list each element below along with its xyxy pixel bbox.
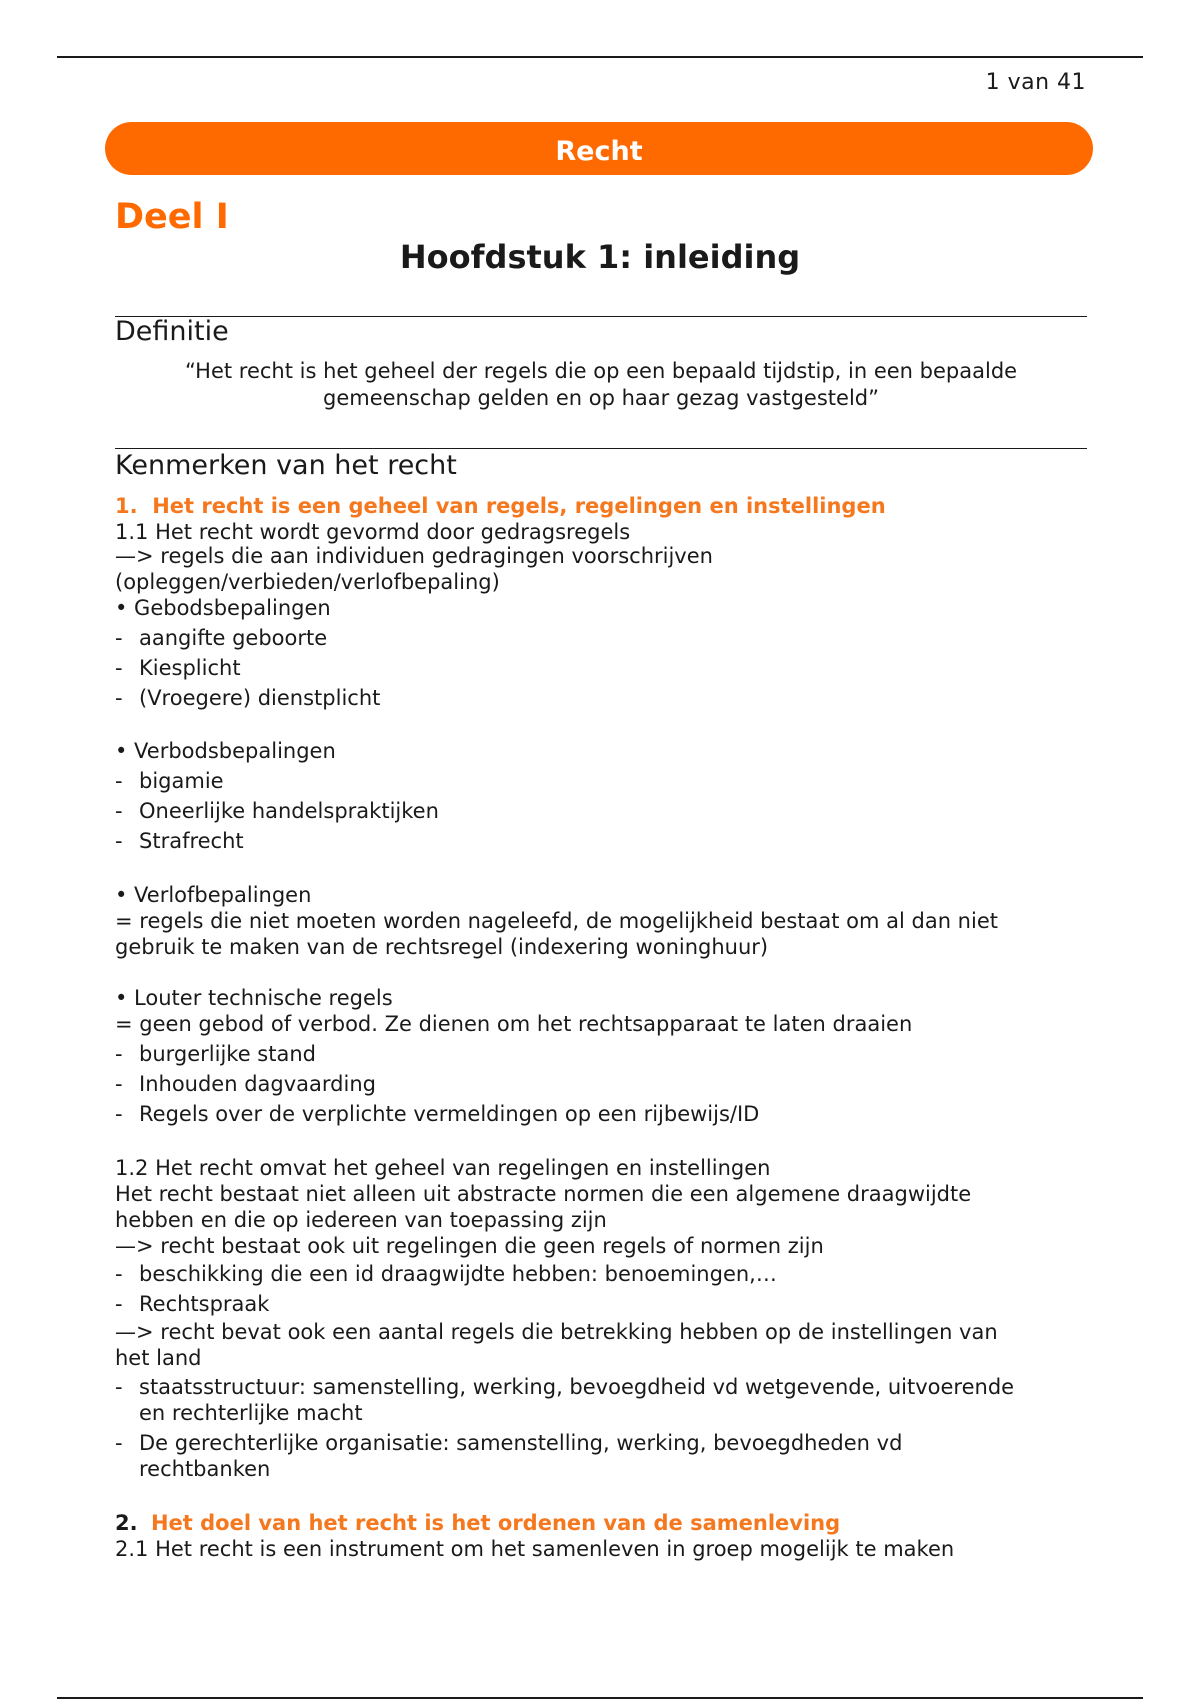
point-1-heading xyxy=(115,493,886,519)
list-item: beschikking die een id draagwijdte hebben: benoemingen,… xyxy=(139,1262,777,1286)
bullet-heading: • Gebodsbepalingen xyxy=(115,596,331,620)
list-item: (Vroegere) dienstplicht xyxy=(139,686,381,710)
dash-marker: - xyxy=(115,1431,123,1455)
top-rule xyxy=(57,56,1143,58)
dash-marker: - xyxy=(115,799,123,823)
dash-marker: - xyxy=(115,1375,123,1399)
point-title: Het doel van het recht is het ordenen van de samenleving xyxy=(150,1511,841,1535)
dash-marker: - xyxy=(115,686,123,710)
quote-line: gemeenschap gelden en op haar gezag vastgesteld” xyxy=(323,386,879,410)
text-line: —> recht bevat ook een aantal regels die betrekking hebben op de instellingen van xyxy=(115,1320,998,1344)
section-divider xyxy=(115,448,1087,449)
subsection-title: 2.1 Het recht is een instrument om het samenleven in groep mogelijk te maken xyxy=(115,1537,955,1561)
text-line: = geen gebod of verbod. Ze dienen om het rechtsapparaat te laten draaien xyxy=(115,1012,913,1036)
point-2-heading xyxy=(115,1510,840,1536)
list-item: Rechtspraak xyxy=(139,1292,270,1316)
text-line: hebben en die op iedereen van toepassing zijn xyxy=(115,1208,607,1232)
dash-marker: - xyxy=(115,656,123,680)
point-title: Het recht is een geheel van regels, regelingen en instellingen xyxy=(152,494,886,518)
subsection-title: 1.1 Het recht wordt gevormd door gedragsregels xyxy=(115,520,631,544)
list-item: aangifte geboorte xyxy=(139,626,328,650)
text-line: —> regels die aan individuen gedragingen voorschrijven xyxy=(115,544,713,568)
dash-marker: - xyxy=(115,1292,123,1316)
text-line: = regels die niet moeten worden nageleefd, de mogelijkheid bestaat om al dan niet xyxy=(115,909,998,933)
page-number: 1 van 41 xyxy=(985,70,1086,95)
quote-line: “Het recht is het geheel der regels die op een bepaald tijdstip, in een bepaalde xyxy=(184,359,1018,383)
subsection-title: 1.2 Het recht omvat het geheel van regelingen en instellingen xyxy=(115,1156,771,1180)
text-line: (opleggen/verbieden/verlofbepaling) xyxy=(115,570,500,594)
part-title: Deel I xyxy=(115,197,229,237)
list-item: burgerlijke stand xyxy=(139,1042,316,1066)
text-line: —> recht bestaat ook uit regelingen die geen regels of normen zijn xyxy=(115,1234,824,1258)
bullet-heading: • Verlofbepalingen xyxy=(115,883,312,907)
dash-marker: - xyxy=(115,1102,123,1126)
list-item: Kiesplicht xyxy=(139,656,241,680)
point-number: 1. xyxy=(115,494,138,518)
text-line: gebruik te maken van de rechtsregel (indexering woninghuur) xyxy=(115,935,769,959)
dash-marker: - xyxy=(115,1042,123,1066)
list-item-continuation: rechtbanken xyxy=(139,1457,271,1481)
chapter-title: Hoofdstuk 1: inleiding xyxy=(399,238,801,276)
list-item: Oneerlijke handelspraktijken xyxy=(139,799,439,823)
definition-heading: Definitie xyxy=(115,316,229,347)
list-item: bigamie xyxy=(139,769,224,793)
text-line: Het recht bestaat niet alleen uit abstracte normen die een algemene draagwijdte xyxy=(115,1182,972,1206)
bottom-rule xyxy=(57,1697,1143,1699)
dash-marker: - xyxy=(115,769,123,793)
text-line: het land xyxy=(115,1346,202,1370)
banner-title: Recht xyxy=(555,136,643,167)
dash-marker: - xyxy=(115,626,123,650)
list-item: De gerechterlijke organisatie: samenstelling, werking, bevoegdheden vd xyxy=(139,1431,903,1455)
features-heading: Kenmerken van het recht xyxy=(115,450,457,481)
list-item: Inhouden dagvaarding xyxy=(139,1072,376,1096)
dash-marker: - xyxy=(115,829,123,853)
dash-marker: - xyxy=(115,1072,123,1096)
list-item: Regels over de verplichte vermeldingen op een rijbewijs/ID xyxy=(139,1102,760,1126)
dash-marker: - xyxy=(115,1262,123,1286)
list-item: staatsstructuur: samenstelling, werking, bevoegdheid vd wetgevende, uitvoerende xyxy=(139,1375,1015,1399)
bullet-heading: • Louter technische regels xyxy=(115,986,393,1010)
definition-quote xyxy=(115,358,1087,412)
course-banner xyxy=(105,122,1093,175)
list-item-continuation: en rechterlijke macht xyxy=(139,1401,363,1425)
list-item: Strafrecht xyxy=(139,829,244,853)
bullet-heading: • Verbodsbepalingen xyxy=(115,739,336,763)
point-number: 2. xyxy=(115,1511,138,1535)
section-divider xyxy=(115,316,1087,317)
